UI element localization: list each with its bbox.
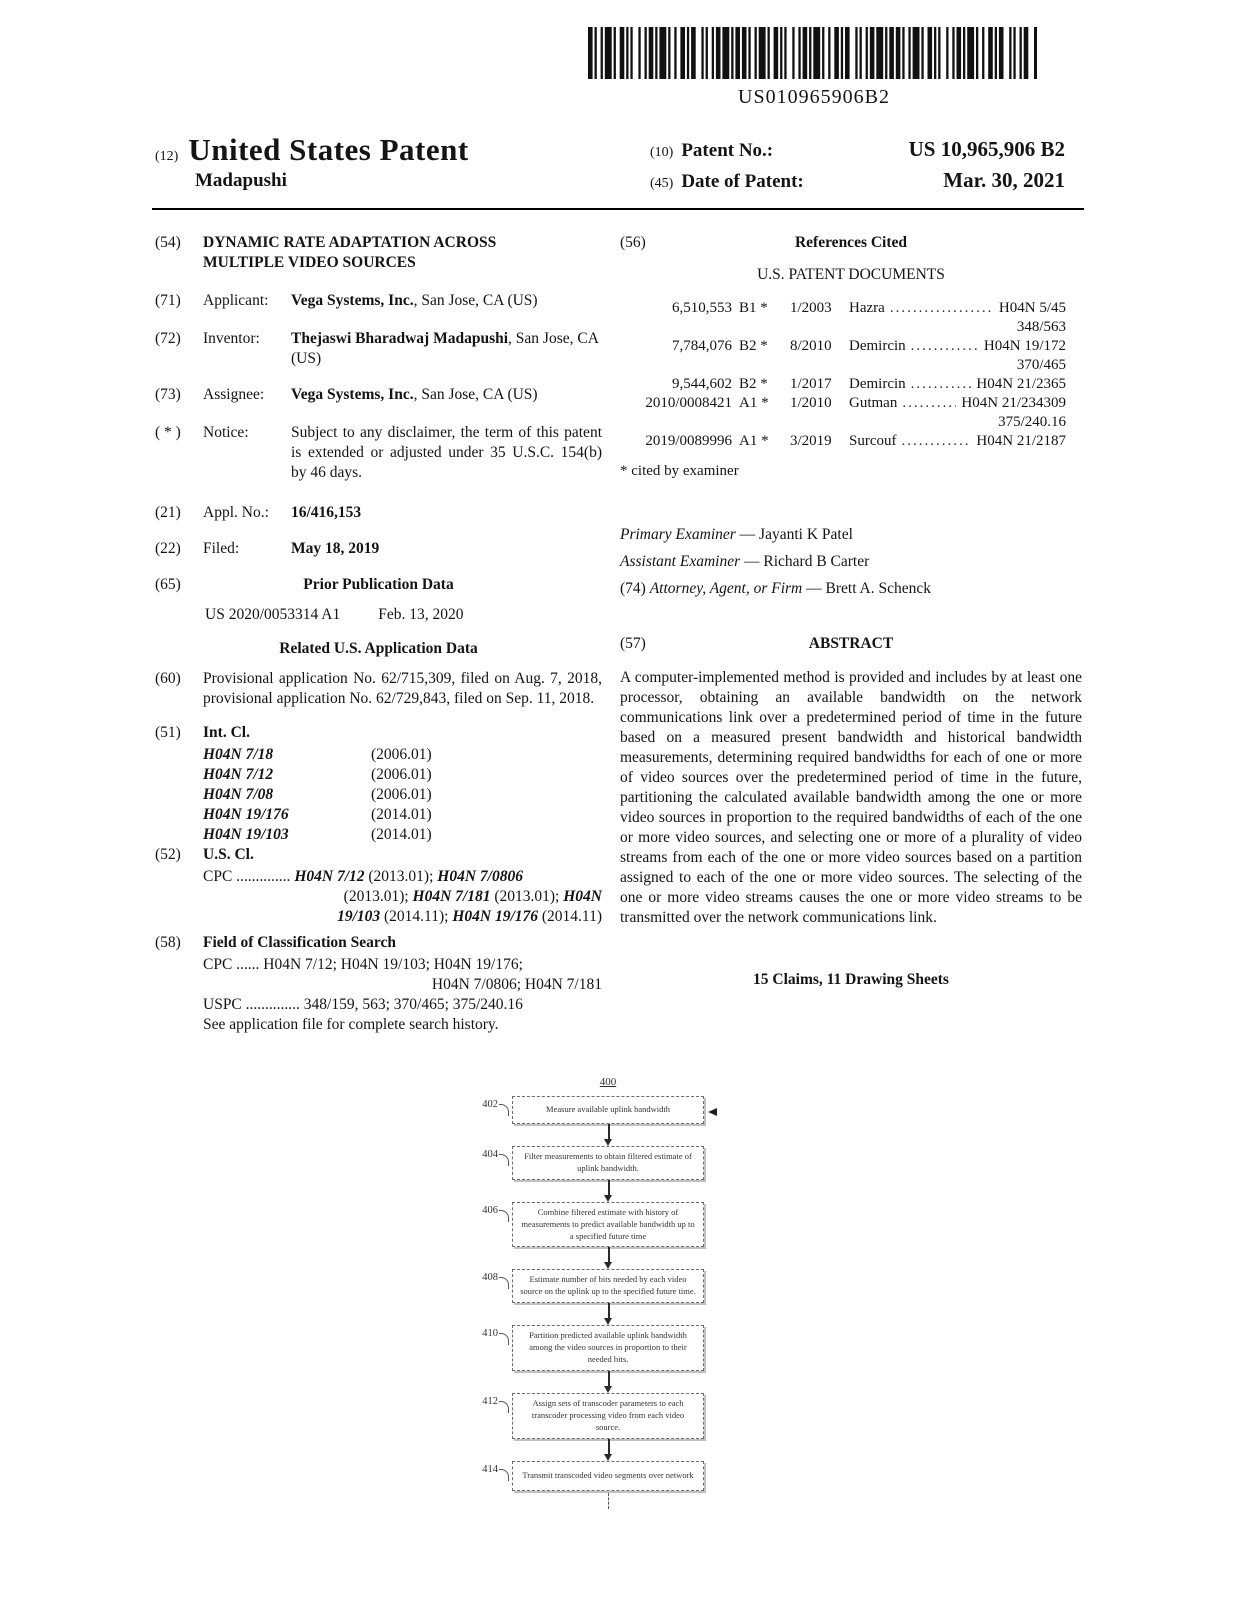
reference-kind: A1 * <box>739 395 769 411</box>
reference-item <box>620 432 1082 451</box>
reference-date: 1/2010 <box>790 395 832 411</box>
reference-date: 1/2003 <box>790 300 832 316</box>
int-cl-version: (2006.01) <box>371 766 432 783</box>
flow-box: Combine filtered estimate with history of measurements to predict available bandwidth up to a specified future time <box>512 1202 704 1248</box>
barcode <box>588 27 1040 84</box>
reference-class-continuation: 348/563 <box>1016 319 1066 335</box>
int-cl-version: (2014.01) <box>371 826 432 843</box>
patent-no-value: US 10,965,906 B2 <box>908 137 1065 161</box>
inventor-value: Thejaswi Bharadwaj Madapushi, San Jose, CA (US) <box>291 330 599 367</box>
notice-text: Subject to any disclaimer, the term of this patent is extended or adjusted under 35 U.S.C. 154(b) by 46 days. <box>291 424 602 481</box>
flow-label: 406 <box>468 1202 512 1248</box>
us-patent-documents-heading: U.S. PATENT DOCUMENTS <box>757 266 945 283</box>
reference-item <box>620 299 1082 337</box>
filed-date-value: May 18, 2019 <box>291 540 380 557</box>
leader-hook-icon <box>499 1104 509 1116</box>
references-table <box>620 299 1082 451</box>
cited-by-examiner-note: * cited by examiner <box>620 463 739 479</box>
header-left <box>155 132 469 192</box>
appl-no-value: 16/416,153 <box>291 504 362 521</box>
section-22-filed: (22) Filed: May 18, 2019 <box>155 539 602 559</box>
flow-label: 404 <box>468 1146 512 1180</box>
flow-step <box>468 1096 728 1124</box>
applicant-value: Vega Systems, Inc., San Jose, CA (US) <box>291 292 538 309</box>
publication-date: Feb. 13, 2020 <box>378 606 464 623</box>
right-column <box>620 233 1082 990</box>
assistant-examiner-line: Assistant Examiner — Richard B Carter <box>620 553 870 570</box>
publication-number: US 2020/0053314 A1 <box>205 606 341 623</box>
flow-box: Assign sets of transcoder parameters to each transcoder processing video from each video source. <box>512 1393 704 1439</box>
reference-number: 6,510,553 <box>672 300 732 316</box>
reference-row <box>620 337 1082 356</box>
flow-box: Transmit transcoded video segments over network <box>512 1461 704 1491</box>
related-data-heading: Related U.S. Application Data <box>279 640 478 657</box>
reference-class-continuation: 375/240.16 <box>998 414 1066 430</box>
fcs-line-1: CPC ...... H04N 7/12; H04N 19/103; H04N 19/176; <box>203 956 523 973</box>
abstract-heading: (57) ABSTRACT <box>620 635 894 652</box>
patent-no-label: Patent No.: <box>681 140 774 161</box>
int-cl-version: (2006.01) <box>371 746 432 763</box>
barcode-number: US010965906B2 <box>738 86 890 108</box>
flow-label: 414 <box>468 1461 512 1491</box>
section-65-heading: (65) Prior Publication Data <box>155 576 454 593</box>
flowchart-figure <box>468 1076 728 1511</box>
section-73-assignee: (73) Assignee: Vega Systems, Inc., San Jose, CA (US) <box>155 385 602 405</box>
reference-kind: A1 * <box>739 433 769 449</box>
date-of-patent-value: Mar. 30, 2021 <box>943 168 1065 192</box>
int-cl-row <box>203 785 602 805</box>
flow-arrow-down-icon <box>512 1180 704 1202</box>
dot-leader <box>911 337 979 356</box>
leader-hook-icon <box>499 1210 509 1222</box>
flow-step <box>468 1247 728 1303</box>
int-cl-row <box>203 745 602 765</box>
flow-label: 412 <box>468 1393 512 1439</box>
leader-hook-icon <box>499 1401 509 1413</box>
section-21-appl-no: (21) Appl. No.: 16/416,153 <box>155 503 602 523</box>
flow-arrow-down-icon <box>512 1371 704 1393</box>
leader-hook-icon <box>499 1333 509 1345</box>
kind-code-12: (12) <box>155 149 179 164</box>
examiner-block <box>620 521 1082 602</box>
int-cl-code: H04N 19/176 <box>203 806 289 823</box>
provisional-text: Provisional application No. 62/715,309, filed on Aug. 7, 2018, provisional application No. 62/729,843, filed on Sep. 11, 2018. <box>203 670 602 707</box>
flow-step <box>468 1124 728 1180</box>
reference-number: 2010/0008421 <box>645 395 732 411</box>
reference-name: Demircin <box>849 376 906 392</box>
section-notice: ( * ) Notice: Subject to any disclaimer, the term of this patent is extended or adjusted under 35 U.S.C. 154(b) by 46 days. <box>155 424 602 481</box>
flow-steps <box>468 1096 728 1491</box>
reference-class: H04N 19/172 <box>983 338 1066 354</box>
int-cl-code: H04N 7/18 <box>203 746 274 763</box>
reference-class: H04N 5/45 <box>998 300 1066 316</box>
reference-date: 1/2017 <box>790 376 832 392</box>
reference-date: 3/2019 <box>790 433 832 449</box>
reference-row <box>620 299 1082 318</box>
page-title: United States Patent <box>188 132 469 167</box>
primary-examiner-line: Primary Examiner — Jayanti K Patel <box>620 526 853 543</box>
cpc-line-3: 19/103 (2014.11); H04N 19/176 (2014.11) <box>337 908 602 925</box>
section-72-inventor: (72) Inventor: Thejaswi Bharadwaj Madapushi, San Jose, CA (US) <box>155 329 602 369</box>
dot-leader <box>902 432 972 451</box>
int-cl-row <box>203 805 602 825</box>
kind-code-10: (10) <box>650 145 674 160</box>
header-rule <box>152 208 1084 210</box>
dot-leader <box>890 299 994 318</box>
int-cl-row <box>203 825 602 845</box>
flow-label: 408 <box>468 1269 512 1303</box>
flow-box: Measure available uplink bandwidth <box>512 1096 704 1124</box>
reference-row <box>620 432 1082 451</box>
section-58-heading: (58) Field of Classification Search <box>155 934 397 951</box>
reference-class: H04N 21/2187 <box>976 433 1066 449</box>
fcs-line-4: See application file for complete search history. <box>203 1016 499 1033</box>
flow-arrow-down-icon <box>512 1303 704 1325</box>
reference-kind: B2 * <box>739 338 768 354</box>
abstract-text: A computer-implemented method is provided and includes by at least one processor, obtaining an available bandwidth on the network communications link over a predetermined period of time in the future based on a measured present bandwidth and historical bandwidth measurements, determining required bandwidths for each of one or more of video sources over the predetermined period of time in the future, partitioning the calculated available bandwidth among the one or more video sources in proportion to the required bandwidths of each of the one or more video sources, and selecting one or more of a plurality of video streams from each of the one or more video sources based on a partition assigned to each of the one or more video sources. The selecting of the one or more video streams causes the one or more video streams to be transmitted over the network communications link. <box>620 669 1082 926</box>
reference-number: 9,544,602 <box>672 376 732 392</box>
reference-number: 7,784,076 <box>672 338 732 354</box>
section-51-heading: (51) Int. Cl. <box>155 724 250 741</box>
section-52-heading: (52) U.S. Cl. <box>155 846 254 863</box>
flow-box: Partition predicted available uplink bandwidth among the video sources in proportion to their needed bits. <box>512 1325 704 1371</box>
fcs-line-3: USPC .............. 348/159, 563; 370/465; 375/240.16 <box>203 996 523 1013</box>
flow-step <box>468 1371 728 1439</box>
reference-item <box>620 375 1082 394</box>
section-71-applicant: (71) Applicant: Vega Systems, Inc., San Jose, CA (US) <box>155 291 602 311</box>
int-cl-version: (2006.01) <box>371 786 432 803</box>
int-cl-code: H04N 7/08 <box>203 786 274 803</box>
reference-row <box>620 394 1082 413</box>
flow-step <box>468 1303 728 1371</box>
cpc-line-1: CPC .............. H04N 7/12 (2013.01); H04N 7/0806 <box>203 868 523 885</box>
left-column <box>155 233 602 1035</box>
reference-item <box>620 337 1082 375</box>
reference-row <box>620 375 1082 394</box>
reference-kind: B2 * <box>739 376 768 392</box>
reference-class: H04N 21/234309 <box>961 395 1066 411</box>
flow-arrow-down-icon <box>512 1439 704 1461</box>
prior-publication-row <box>205 605 602 625</box>
dot-leader <box>902 394 956 413</box>
reference-item <box>620 394 1082 432</box>
flow-step <box>468 1180 728 1248</box>
invention-title-line2: MULTIPLE VIDEO SOURCES <box>203 254 416 271</box>
dot-leader <box>911 375 972 394</box>
reference-name: Hazra <box>849 300 885 316</box>
reference-class-continuation: 370/465 <box>1016 357 1066 373</box>
reference-number: 2019/0089996 <box>645 433 732 449</box>
barcode-block <box>588 27 1040 109</box>
section-54-title: (54) DYNAMIC RATE ADAPTATION ACROSS MULTIPLE VIDEO SOURCES <box>155 233 602 273</box>
int-cl-code: H04N 7/12 <box>203 766 274 783</box>
flow-label: 402 <box>468 1096 512 1124</box>
int-cl-row <box>203 765 602 785</box>
kind-code-45: (45) <box>650 176 674 191</box>
invention-title-line1: DYNAMIC RATE ADAPTATION ACROSS <box>203 234 497 251</box>
figure-number: 400 <box>599 1076 617 1088</box>
flow-continuation-dashed-line <box>512 1491 704 1511</box>
leader-hook-icon <box>499 1469 509 1481</box>
section-60-provisional: (60) Provisional application No. 62/715,309, filed on Aug. 7, 2018, provisional application No. 62/729,843, filed on Sep. 11, 2018. <box>155 670 602 707</box>
int-cl-version: (2014.01) <box>371 806 432 823</box>
fcs-line-2: H04N 7/0806; H04N 7/181 <box>431 976 602 993</box>
attorney-line: (74) Attorney, Agent, or Firm — Brett A. Schenck <box>620 580 931 597</box>
int-cl-rows <box>155 745 602 845</box>
flow-box: Filter measurements to obtain filtered estimate of uplink bandwidth. <box>512 1146 704 1180</box>
reference-date: 8/2010 <box>790 338 832 354</box>
section-56-heading: (56) References Cited <box>620 234 908 251</box>
reference-kind: B1 * <box>739 300 768 316</box>
reference-name: Demircin <box>849 338 906 354</box>
reference-name: Surcouf <box>849 433 897 449</box>
assignee-value: Vega Systems, Inc., San Jose, CA (US) <box>291 386 538 403</box>
leader-hook-icon <box>499 1154 509 1166</box>
reference-class: H04N 21/2365 <box>976 376 1066 392</box>
flow-step <box>468 1439 728 1491</box>
flow-arrow-down-icon <box>512 1247 704 1269</box>
date-of-patent-label: Date of Patent: <box>681 171 804 192</box>
flow-label: 410 <box>468 1325 512 1371</box>
flow-arrow-down-icon <box>512 1124 704 1146</box>
header-right <box>650 137 1065 199</box>
cpc-line-2: (2013.01); H04N 7/181 (2013.01); H04N <box>343 888 602 905</box>
reference-name: Gutman <box>849 395 898 411</box>
inventor-surname: Madapushi <box>195 170 287 191</box>
claims-drawing-sheets-line: 15 Claims, 11 Drawing Sheets <box>753 971 949 988</box>
flow-box: Estimate number of bits needed by each video source on the uplink up to the specified future time. <box>512 1269 704 1303</box>
leader-hook-icon <box>499 1277 509 1289</box>
loop-arrow-icon <box>708 1108 717 1116</box>
int-cl-code: H04N 19/103 <box>203 826 289 843</box>
